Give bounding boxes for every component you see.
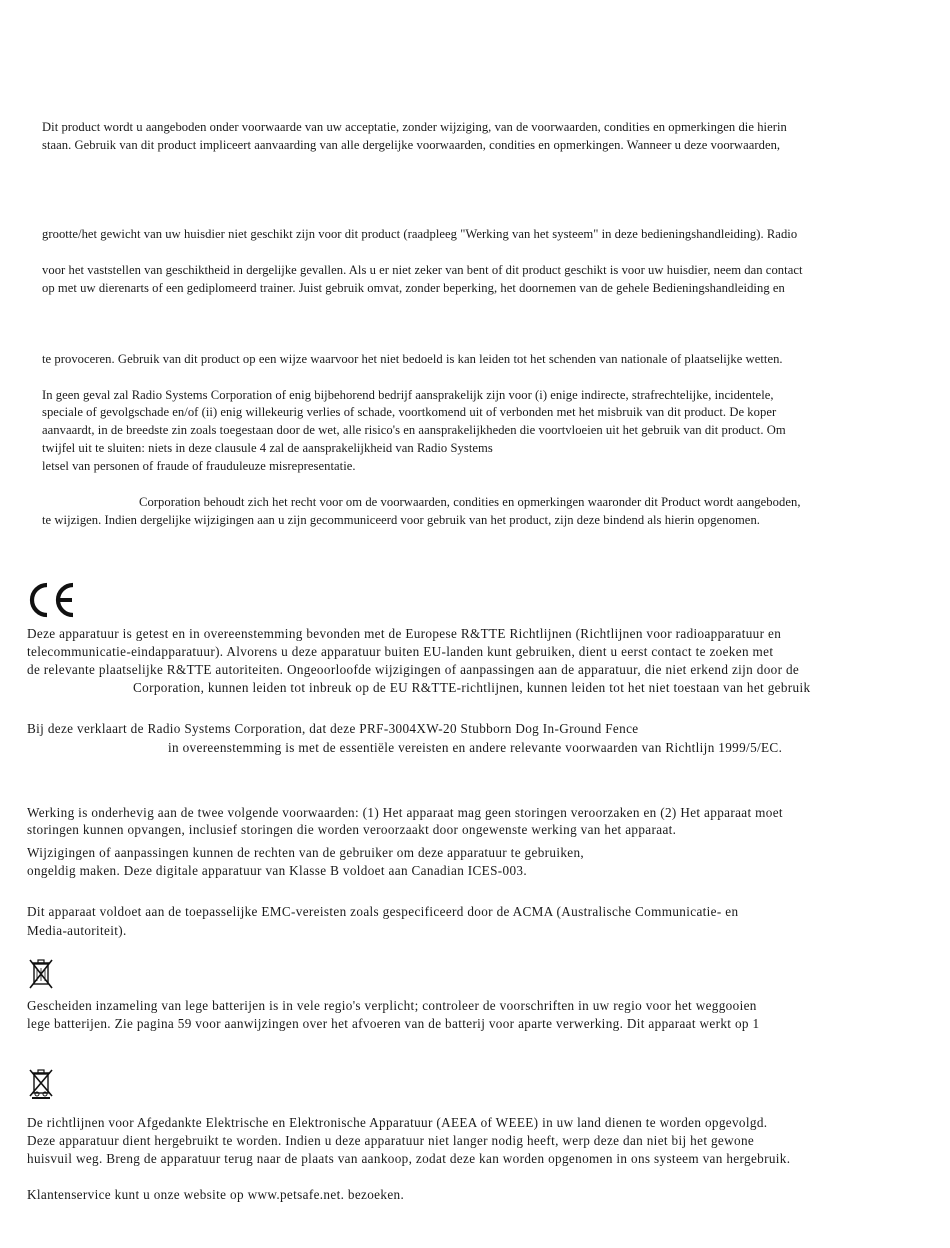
crossed-bin-battery-icon — [28, 958, 54, 990]
terms-line-1: Dit product wordt u aangeboden onder voorwaarde van uw acceptatie, zonder wijziging, van de voorwaarden, condities en opmerkingen die hierin — [42, 120, 787, 134]
battery-line-2: lege batterijen. Zie pagina 59 voor aanwijzingen over het afvoeren van de batterij voor aparte verwerking. Dit apparaat werkt op 1 — [27, 1016, 760, 1031]
ices-line-2: ongeldig maken. Deze digitale apparatuur van Klasse B voldoet aan Canadian ICES-003. — [27, 863, 527, 878]
rtte-line-1: Deze apparatuur is getest en in overeenstemming bevonden met de Europese R&TTE Richtlijnen (Richtlijnen voor radioapparatuur en — [27, 626, 782, 641]
terms-line-3: grootte/het gewicht van uw huisdier niet geschikt zijn voor dit product (raadpleeg "Werking van het systeem" in deze bedieningshandleiding). Radio — [42, 227, 798, 241]
declaration-line-2: in overeenstemming is met de essentiële vereisten en andere relevante voorwaarden van Richtlijn 1999/5/EC. — [168, 740, 783, 755]
acma-line-1: Dit apparaat voldoet aan de toepasselijke EMC-vereisten zoals gespecificeerd door de ACMA (Australische Communicatie- en — [27, 904, 739, 919]
terms-line-2: staan. Gebruik van dit product impliceert aanvaarding van alle dergelijke voorwaarden, condities en opmerkingen. Wanneer u deze voorwaarden, — [42, 138, 781, 152]
changes-line-2: te wijzigen. Indien dergelijke wijzigingen aan u zijn gecommuniceerd voor gebruik van het product, zijn deze bindend als hierin opgenomen. — [42, 513, 760, 527]
operation-line-2: storingen kunnen opvangen, inclusief storingen die worden veroorzaakt door ongewenste werking van het apparaat. — [27, 822, 677, 837]
weee-line-3: huisvuil weg. Breng de apparatuur terug naar de plaats van aankoop, zodat deze kan worden opgenomen in ons systeem van hergebruik. — [27, 1151, 791, 1166]
changes-line-1: Corporation behoudt zich het recht voor om de voorwaarden, condities en opmerkingen waaronder dit Product wordt aangeboden, — [139, 495, 801, 509]
liability-line-4: twijfel uit te sluiten: niets in deze clausule 4 zal de aansprakelijkheid van Radio Systems — [42, 441, 493, 455]
battery-line-1: Gescheiden inzameling van lege batterijen is in vele regio's verplicht; controleer de voorschriften in uw regio voor het weggooien — [27, 998, 757, 1013]
ices-line-1: Wijzigingen of aanpassingen kunnen de rechten van de gebruiker om deze apparatuur te gebruiken, — [27, 845, 585, 860]
liability-line-1: In geen geval zal Radio Systems Corporation of enig bijbehorend bedrijf aansprakelijk zijn voor (i) enige indirecte, strafrechtelijke, incidentele, — [42, 388, 774, 402]
liability-line-5: letsel van personen of fraude of frauduleuze misrepresentatie. — [42, 459, 356, 473]
ce-mark-icon — [27, 582, 77, 618]
operation-line-1: Werking is onderhevig aan de twee volgende voorwaarden: (1) Het apparaat mag geen storingen veroorzaken en (2) Het apparaat moet — [27, 805, 783, 820]
weee-line-2: Deze apparatuur dient hergebruikt te worden. Indien u deze apparatuur niet langer nodig heeft, werp deze dan niet bij het gewone — [27, 1133, 755, 1148]
crossed-bin-weee-icon — [28, 1068, 54, 1100]
terms-line-4: voor het vaststellen van geschiktheid in dergelijke gevallen. Als u er niet zeker van bent of dit product geschikt is voor uw huisdier, neem dan contact — [42, 263, 803, 277]
rtte-line-4: Corporation, kunnen leiden tot inbreuk op de EU R&TTE-richtlijnen, kunnen leiden tot het niet toestaan van het gebruik — [133, 680, 811, 695]
customer-service-line: Klantenservice kunt u onze website op www.petsafe.net. bezoeken. — [27, 1187, 405, 1202]
liability-line-2: speciale of gevolgschade en/of (ii) enig willekeurig verlies of schade, voortkomend uit of verbonden met het misbruik van dit product. De koper — [42, 405, 777, 419]
terms-line-6: te provoceren. Gebruik van dit product op een wijze waarvoor het niet bedoeld is kan leiden tot het schenden van nationale of plaatselijke wetten. — [42, 352, 783, 366]
rtte-line-3: de relevante plaatselijke R&TTE autoriteiten. Ongeoorloofde wijzigingen of aanpassingen aan de apparatuur, die niet erkend zijn door de — [27, 662, 800, 677]
acma-line-2: Media-autoriteit). — [27, 923, 127, 938]
liability-line-3: aanvaardt, in de breedste zin zoals toegestaan door de wet, alle risico's en aansprakelijkheden die voortvloeien uit het gebruik van dit product. Om — [42, 423, 786, 437]
terms-line-5: op met uw dierenarts of een gediplomeerd trainer. Juist gebruik omvat, zonder beperking, het doornemen van de gehele Bedieningshandleiding en — [42, 281, 785, 295]
weee-line-1: De richtlijnen voor Afgedankte Elektrische en Elektronische Apparatuur (AEEA of WEEE) in uw land dienen te worden opgevolgd. — [27, 1115, 768, 1130]
rtte-line-2: telecommunicatie-eindapparatuur). Alvorens u deze apparatuur buiten EU-landen kunt gebruiken, dient u eerst contact te zoeken met — [27, 644, 774, 659]
declaration-line-1: Bij deze verklaart de Radio Systems Corporation, dat deze PRF-3004XW-20 Stubborn Dog In-Ground Fence — [27, 721, 639, 736]
